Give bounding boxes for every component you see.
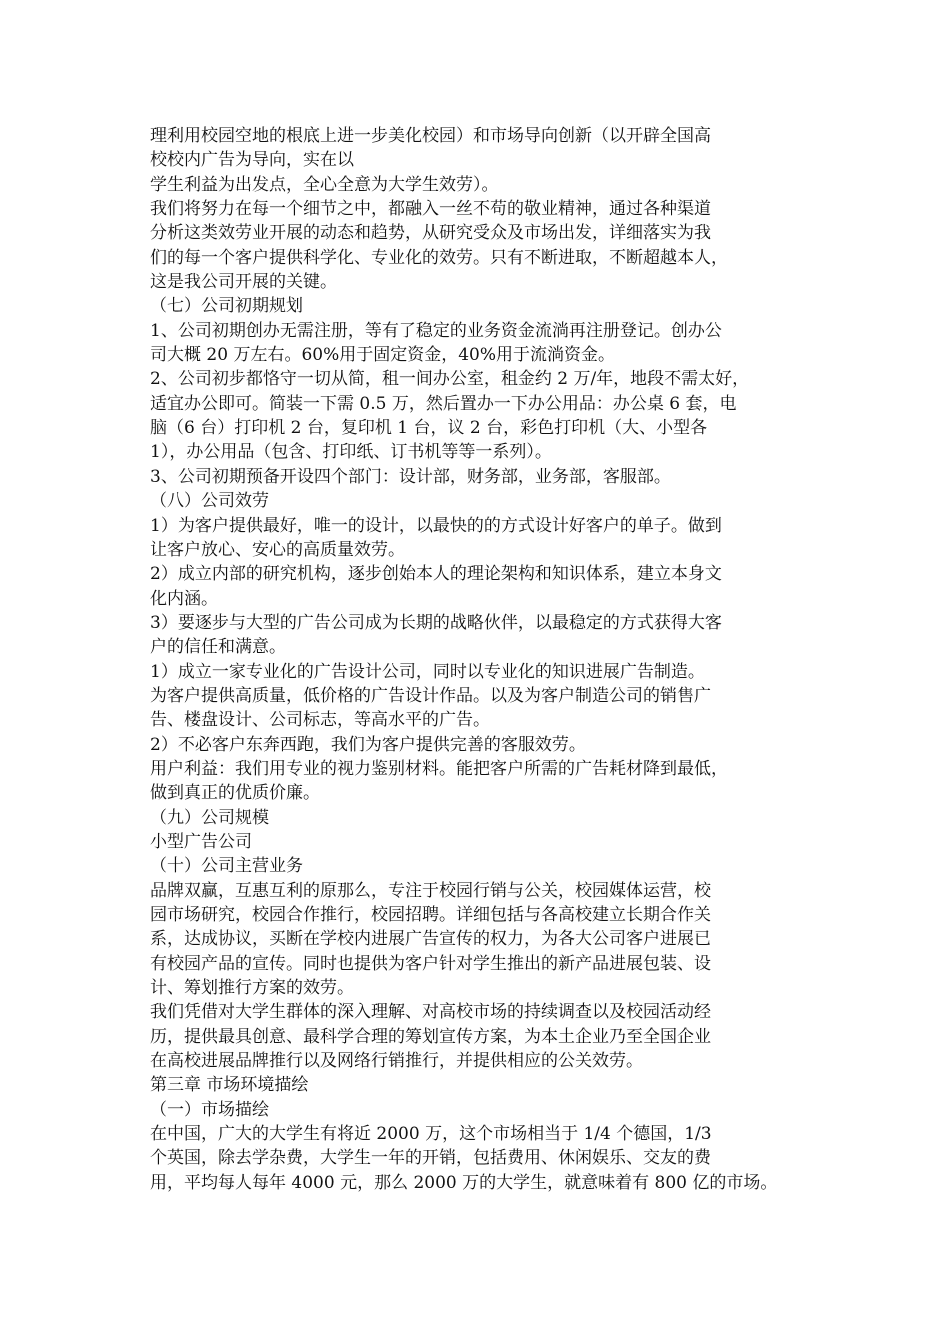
text-line: （八）公司效劳 (150, 491, 269, 512)
text-line: 品牌双赢，互惠互利的原那么，专注于校园行销与公关，校园媒体运营，校 (150, 880, 711, 901)
text-line: 我们凭借对大学生群体的深入理解、对高校市场的持续调查以及校园活动经 (150, 1002, 711, 1023)
text-line: 适宜办公即可。简装一下需 0.5 万，然后置办一下办公用品：办公桌 6 套，电 (150, 393, 737, 414)
text-line: 有校园产品的宣传。同时也提供为客户针对学生推出的新产品进展包装、设 (150, 953, 711, 974)
text-line: 理利用校园空地的根底上进一步美化校园）和市场导向创新（以开辟全国高 (150, 126, 711, 146)
text-line: 们的每一个客户提供科学化、专业化的效劳。只有不断进取，不断超越本人， (150, 247, 728, 268)
text-line: （七）公司初期规划 (150, 296, 303, 317)
text-line: 2、公司初步都恪守一切从简，租一间办公室，租金约 2 万/年，地段不需太好， (150, 369, 750, 390)
text-line: 2）不必客户东奔西跑，我们为客户提供完善的客服效劳。 (150, 734, 586, 755)
text-line: 第三章 市场环境描绘 (150, 1075, 309, 1096)
text-line: 校校内广告为导向，实在以 (150, 150, 354, 171)
text-line: 为客户提供高质量，低价格的广告设计作品。以及为客户制造公司的销售广 (150, 685, 711, 706)
text-line: 1），办公用品（包含、打印纸、订书机等等一系列）。 (150, 442, 552, 463)
text-line: 这是我公司开展的关键。 (150, 272, 337, 293)
text-line: 我们将努力在每一个细节之中，都融入一丝不苟的敬业精神，通过各种渠道 (150, 199, 711, 220)
text-line: 1）为客户提供最好，唯一的设计，以最快的的方式设计好客户的单子。做到 (150, 515, 722, 536)
text-line: （一）市场描绘 (150, 1099, 269, 1120)
text-line: 在高校进展品牌推行以及网络行销推行，并提供相应的公关效劳。 (150, 1051, 643, 1072)
text-line: 3）要逐步与大型的广告公司成为长期的战略伙伴，以最稳定的方式获得大客 (150, 612, 722, 633)
text-line: 用，平均每人每年 4000 元，那么 2000 万的大学生，就意味着有 800 亿的市场。 (150, 1172, 778, 1193)
text-line: 园市场研究，校园合作推行，校园招聘。详细包括与各高校建立长期合作关 (150, 905, 711, 925)
text-line: 个英国，除去学杂费，大学生一年的开销，包括费用、休闲娱乐、交友的费 (150, 1148, 711, 1169)
text-line: 做到真正的优质价廉。 (150, 783, 320, 804)
text-line: 户的信任和满意。 (150, 637, 286, 658)
text-line: 历，提供最具创意、最科学合理的筹划宣传方案，为本土企业乃至全国企业 (150, 1026, 711, 1047)
text-line: 告、楼盘设计、公司标志，等高水平的广告。 (150, 710, 490, 731)
text-line: 学生利益为出发点，全心全意为大学生效劳）。 (150, 174, 499, 195)
text-line: 3、公司初期预备开设四个部门：设计部，财务部，业务部，客服部。 (150, 466, 671, 487)
text-line: 司大概 20 万左右。60%用于固定资金，40%用于流淌资金。 (150, 345, 616, 366)
text-line: 1）成立一家专业化的广告设计公司，同时以专业化的知识进展广告制造。 (150, 661, 705, 682)
text-line: 2）成立内部的研究机构，逐步创始本人的理论架构和知识体系，建立本身文 (150, 564, 722, 585)
text-line: 系，达成协议，买断在学校内进展广告宣传的权力，为各大公司客户进展已 (150, 929, 711, 950)
text-line: 1、公司初期创办无需注册，等有了稳定的业务资金流淌再注册登记。创办公 (150, 320, 722, 341)
text-line: （九）公司规模 (150, 807, 269, 828)
document-page (150, 124, 812, 1195)
text-line: 计、筹划推行方案的效劳。 (150, 978, 354, 999)
text-line: 在中国，广大的大学生有将近 2000 万，这个市场相当于 1/4 个德国，1/3 (150, 1124, 712, 1145)
text-line: 脑（6 台）打印机 2 台，复印机 1 台，议 2 台，彩色打印机（大、小型各 (150, 418, 708, 439)
text-line: 用户利益：我们用专业的视力鉴别材料。能把客户所需的广告耗材降到最低， (150, 758, 728, 779)
text-line: （十）公司主营业务 (150, 856, 303, 877)
text-line: 分析这类效劳业开展的动态和趋势，从研究受众及市场出发，详细落实为我 (150, 223, 711, 244)
text-line: 小型广告公司 (150, 831, 252, 852)
text-line: 让客户放心、安心的高质量效劳。 (150, 539, 405, 560)
text-line: 化内涵。 (150, 588, 218, 609)
